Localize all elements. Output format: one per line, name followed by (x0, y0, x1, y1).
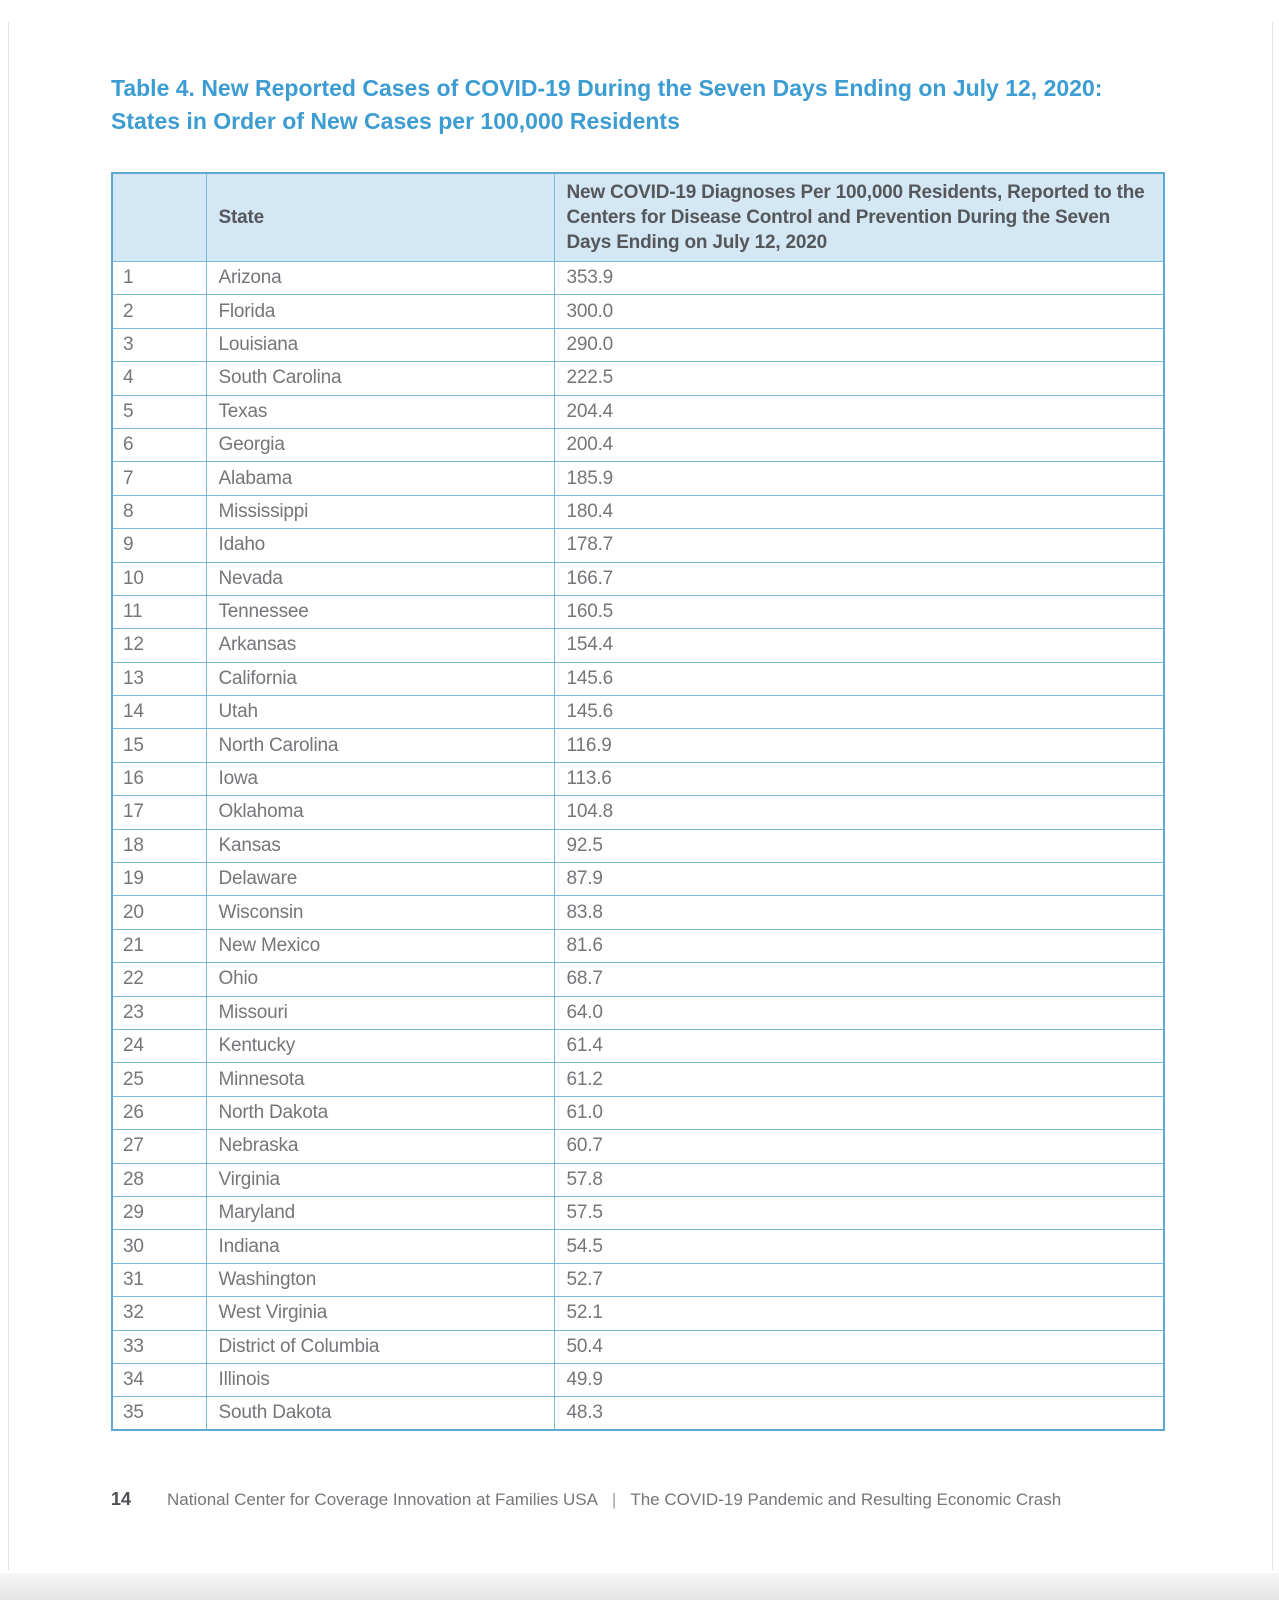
table-row (112, 1363, 1164, 1396)
state-cell: Mississippi (206, 495, 554, 528)
rank-cell: 14 (112, 696, 206, 729)
state-cell: South Carolina (206, 362, 554, 395)
value-cell: 104.8 (554, 796, 1164, 829)
table-row (112, 1397, 1164, 1430)
rank-cell: 4 (112, 362, 206, 395)
rank-cell: 29 (112, 1196, 206, 1229)
table-row (112, 395, 1164, 428)
rank-cell: 13 (112, 662, 206, 695)
rank-cell: 8 (112, 495, 206, 528)
value-cell: 52.7 (554, 1263, 1164, 1296)
rank-cell: 9 (112, 529, 206, 562)
state-cell: Iowa (206, 762, 554, 795)
table-row (112, 662, 1164, 695)
table-row (112, 1096, 1164, 1129)
value-cell: 222.5 (554, 362, 1164, 395)
rank-cell: 35 (112, 1397, 206, 1430)
rank-cell: 28 (112, 1163, 206, 1196)
table-row (112, 896, 1164, 929)
state-cell: Oklahoma (206, 796, 554, 829)
rank-cell: 22 (112, 963, 206, 996)
table-row (112, 1163, 1164, 1196)
rank-cell: 1 (112, 262, 206, 295)
state-cell: Maryland (206, 1196, 554, 1229)
value-cell: 353.9 (554, 262, 1164, 295)
value-cell: 57.5 (554, 1196, 1164, 1229)
state-cell: Kentucky (206, 1029, 554, 1062)
value-cell: 160.5 (554, 595, 1164, 628)
table-row (112, 1230, 1164, 1263)
value-cell: 185.9 (554, 462, 1164, 495)
value-cell: 300.0 (554, 295, 1164, 328)
rank-cell: 25 (112, 1063, 206, 1096)
rank-cell: 12 (112, 629, 206, 662)
state-cell: Florida (206, 295, 554, 328)
value-column-header: New COVID-19 Diagnoses Per 100,000 Residents, Reported to the Centers for Disease Control and Prevention During the Seven Days Ending on July 12, 2020 (554, 173, 1164, 262)
rank-cell: 30 (112, 1230, 206, 1263)
rank-cell: 17 (112, 796, 206, 829)
rank-cell: 6 (112, 428, 206, 461)
rank-cell: 19 (112, 863, 206, 896)
value-cell: 52.1 (554, 1297, 1164, 1330)
page-footer (111, 1489, 1171, 1510)
table-row (112, 696, 1164, 729)
rank-cell: 18 (112, 829, 206, 862)
state-column-header: State (206, 173, 554, 262)
table-row (112, 328, 1164, 361)
rank-cell: 32 (112, 1297, 206, 1330)
table-row (112, 428, 1164, 461)
state-cell: Illinois (206, 1363, 554, 1396)
state-cell: New Mexico (206, 929, 554, 962)
rank-cell: 31 (112, 1263, 206, 1296)
table-row (112, 863, 1164, 896)
table-body (112, 262, 1164, 1431)
table-row (112, 295, 1164, 328)
state-cell: Arkansas (206, 629, 554, 662)
state-cell: Missouri (206, 996, 554, 1029)
value-cell: 154.4 (554, 629, 1164, 662)
state-cell: Georgia (206, 428, 554, 461)
state-cell: Tennessee (206, 595, 554, 628)
table-row (112, 796, 1164, 829)
rank-cell: 26 (112, 1096, 206, 1129)
table-title-line1: Table 4. New Reported Cases of COVID-19 During the Seven Days Ending on July 12, 2020: (111, 75, 1103, 101)
table-row (112, 829, 1164, 862)
value-cell: 113.6 (554, 762, 1164, 795)
rank-cell: 10 (112, 562, 206, 595)
table-row (112, 1130, 1164, 1163)
footer-org-name: National Center for Coverage Innovation at Families USA (167, 1490, 598, 1509)
state-cell: Utah (206, 696, 554, 729)
table-row (112, 963, 1164, 996)
rank-cell: 20 (112, 896, 206, 929)
state-cell: California (206, 662, 554, 695)
state-cell: Virginia (206, 1163, 554, 1196)
value-cell: 290.0 (554, 328, 1164, 361)
table-row (112, 529, 1164, 562)
value-cell: 200.4 (554, 428, 1164, 461)
table-row (112, 495, 1164, 528)
rank-cell: 5 (112, 395, 206, 428)
table-row (112, 362, 1164, 395)
value-cell: 180.4 (554, 495, 1164, 528)
rank-cell: 2 (112, 295, 206, 328)
value-cell: 60.7 (554, 1130, 1164, 1163)
state-cell: Arizona (206, 262, 554, 295)
value-cell: 54.5 (554, 1230, 1164, 1263)
rank-cell: 7 (112, 462, 206, 495)
table-row (112, 595, 1164, 628)
value-cell: 61.4 (554, 1029, 1164, 1062)
state-cell: Wisconsin (206, 896, 554, 929)
rank-cell: 34 (112, 1363, 206, 1396)
table-row (112, 462, 1164, 495)
state-cell: Indiana (206, 1230, 554, 1263)
state-cell: Minnesota (206, 1063, 554, 1096)
table-header-row (112, 173, 1164, 262)
value-cell: 61.0 (554, 1096, 1164, 1129)
value-cell: 204.4 (554, 395, 1164, 428)
value-cell: 178.7 (554, 529, 1164, 562)
state-cell: Texas (206, 395, 554, 428)
value-cell: 68.7 (554, 963, 1164, 996)
state-cell: South Dakota (206, 1397, 554, 1430)
value-cell: 83.8 (554, 896, 1164, 929)
state-cell: West Virginia (206, 1297, 554, 1330)
state-cell: North Carolina (206, 729, 554, 762)
page-number: 14 (111, 1489, 132, 1509)
value-cell: 50.4 (554, 1330, 1164, 1363)
table-row (112, 1063, 1164, 1096)
rank-cell: 27 (112, 1130, 206, 1163)
value-cell: 92.5 (554, 829, 1164, 862)
value-cell: 87.9 (554, 863, 1164, 896)
rank-cell: 15 (112, 729, 206, 762)
state-cell: Alabama (206, 462, 554, 495)
table-title (111, 72, 1159, 138)
rank-cell: 24 (112, 1029, 206, 1062)
table-row (112, 996, 1164, 1029)
state-cell: Ohio (206, 963, 554, 996)
rank-column-header (112, 173, 206, 262)
footer-report-title: The COVID-19 Pandemic and Resulting Economic Crash (630, 1490, 1062, 1509)
value-cell: 145.6 (554, 696, 1164, 729)
table-row (112, 629, 1164, 662)
value-cell: 116.9 (554, 729, 1164, 762)
page-bottom-edge (0, 1573, 1279, 1600)
table-title-line2: States in Order of New Cases per 100,000 Residents (111, 108, 680, 134)
value-cell: 64.0 (554, 996, 1164, 1029)
table-row (112, 1297, 1164, 1330)
state-cell: Washington (206, 1263, 554, 1296)
value-cell: 48.3 (554, 1397, 1164, 1430)
rank-cell: 23 (112, 996, 206, 1029)
table-row (112, 1196, 1164, 1229)
value-cell: 61.2 (554, 1063, 1164, 1096)
state-cell: Delaware (206, 863, 554, 896)
state-cell: District of Columbia (206, 1330, 554, 1363)
state-cell: Louisiana (206, 328, 554, 361)
table-row (112, 1263, 1164, 1296)
table-row (112, 929, 1164, 962)
state-cell: Kansas (206, 829, 554, 862)
footer-separator: | (611, 1490, 617, 1509)
table-row (112, 729, 1164, 762)
value-cell: 81.6 (554, 929, 1164, 962)
rank-cell: 11 (112, 595, 206, 628)
table-row (112, 1029, 1164, 1062)
table-row (112, 762, 1164, 795)
state-cell: Nevada (206, 562, 554, 595)
table-row (112, 562, 1164, 595)
rank-cell: 16 (112, 762, 206, 795)
rank-cell: 33 (112, 1330, 206, 1363)
state-cell: Idaho (206, 529, 554, 562)
state-cell: Nebraska (206, 1130, 554, 1163)
value-cell: 57.8 (554, 1163, 1164, 1196)
table-row (112, 1330, 1164, 1363)
table-row (112, 262, 1164, 295)
value-cell: 166.7 (554, 562, 1164, 595)
state-cell: North Dakota (206, 1096, 554, 1129)
rank-cell: 3 (112, 328, 206, 361)
value-cell: 49.9 (554, 1363, 1164, 1396)
covid-cases-table (111, 172, 1165, 1431)
rank-cell: 21 (112, 929, 206, 962)
value-cell: 145.6 (554, 662, 1164, 695)
